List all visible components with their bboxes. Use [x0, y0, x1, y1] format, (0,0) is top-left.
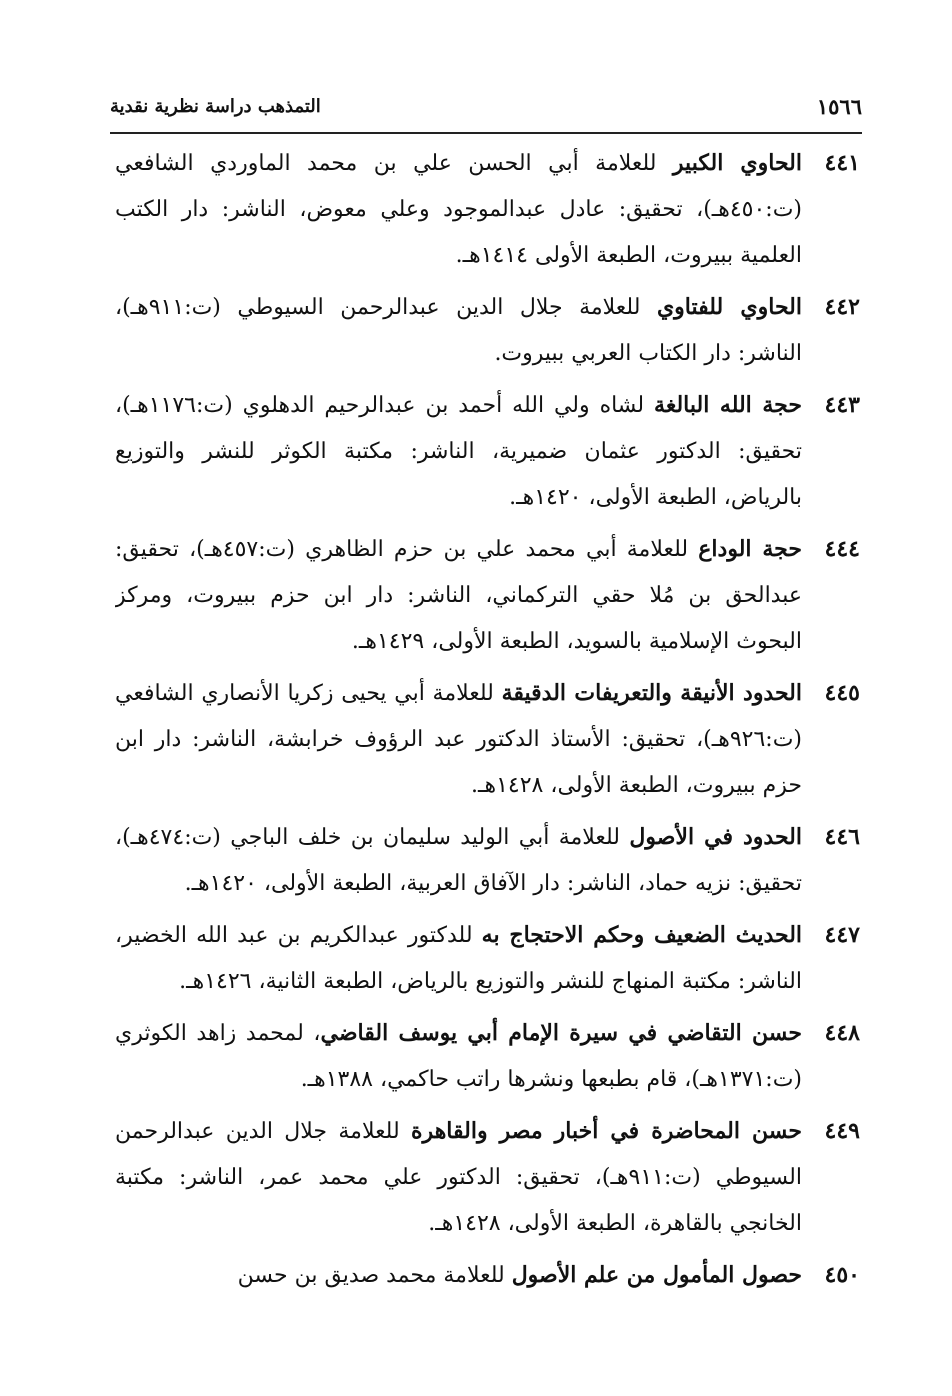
bibliography-entry — [115, 382, 860, 521]
page-header — [110, 94, 862, 128]
entry-title: الحاوي الكبير — [672, 150, 802, 176]
entry-title: الحاوي للفتاوي — [656, 294, 802, 320]
entry-title: الحدود الأنيقة والتعريفات الدقيقة — [501, 680, 803, 706]
entry-number: ٤٤٥ — [824, 680, 860, 706]
entry-text: للعلامة محمد صديق بن حسن — [237, 1263, 512, 1288]
entry-title: الحديث الضعيف وحكم الاحتجاج به — [481, 922, 803, 948]
entry-number: ٤٤٣ — [824, 392, 860, 418]
bibliography-entry — [115, 1010, 860, 1103]
bibliography-entry — [115, 912, 860, 1005]
bibliography-entry — [115, 284, 860, 377]
entry-title: حسن المحاضرة في أخبار مصر والقاهرة — [411, 1118, 802, 1144]
entry-number: ٤٤٩ — [824, 1118, 860, 1144]
entry-text: للعلامة أبي الحسن علي بن محمد الماوردي الشافعي (ت:٤٥٠هـ)، تحقيق: عادل عبدالموجود وعلي معوض، الناشر: دار الكتب العلمية ببيروت، الطبعة الأولى ١٤١٤هـ. — [115, 151, 802, 268]
entry-title: حجة الله البالغة — [654, 392, 802, 418]
bibliography-entry — [115, 526, 860, 665]
entry-text: للعلامة جلال الدين عبدالرحمن السيوطي (ت:٩١١هـ)، الناشر: دار الكتاب العربي ببيروت. — [115, 295, 802, 366]
entry-text: للعلامة أبي يحيى زكريا الأنصاري الشافعي (ت:٩٢٦هـ)، تحقيق: الأستاذ الدكتور عبد الرؤوف خرابشة، الناشر: دار ابن حزم ببيروت، الطبعة الأولى، ١٤٢٨هـ. — [115, 681, 802, 798]
entry-number: ٤٥٠ — [824, 1262, 860, 1288]
bibliography-entry — [115, 1108, 860, 1247]
bibliography-entry — [115, 1252, 860, 1299]
entry-text: للعلامة أبي محمد علي بن حزم الظاهري (ت:٤٥٧هـ)، تحقيق: عبدالحق بن مُلا حقي التركماني، الناشر: دار ابن حزم ببيروت، ومركز البحوث الإسلامية بالسويد، الطبعة الأولى، ١٤٢٩هـ. — [115, 537, 802, 654]
entry-text: للعلامة جلال الدين عبدالرحمن السيوطي (ت:٩١١هـ)، تحقيق: الدكتور علي محمد عمر، الناشر: مكتبة الخانجي بالقاهرة، الطبعة الأولى، ١٤٢٨هـ. — [115, 1119, 802, 1236]
bibliography-entry — [115, 814, 860, 907]
entry-text: للعلامة أبي الوليد سليمان بن خلف الباجي (ت:٤٧٤هـ)، تحقيق: نزيه حماد، الناشر: دار الآفاق العربية، الطبعة الأولى، ١٤٢٠هـ. — [115, 825, 802, 896]
entry-title: حصول المأمول من علم الأصول — [511, 1262, 802, 1288]
entry-title: حجة الوداع — [698, 536, 802, 562]
entry-number: ٤٤١ — [824, 150, 860, 176]
bibliography-entry — [115, 140, 860, 279]
entry-number: ٤٤٨ — [824, 1020, 860, 1046]
entry-text: للدكتور عبدالكريم بن عبد الله الخضير، الناشر: مكتبة المنهاج للنشر والتوزيع بالرياض، الطبعة الثانية، ١٤٢٦هـ. — [115, 923, 802, 994]
entry-number: ٤٤٤ — [824, 536, 860, 562]
entry-title: الحدود في الأصول — [629, 824, 802, 850]
bibliography-list — [115, 140, 860, 1355]
page-number: ١٥٦٦ — [816, 94, 862, 119]
entry-number: ٤٤٦ — [824, 824, 860, 850]
entry-number: ٤٤٢ — [824, 294, 860, 320]
entry-title: حسن التقاضي في سيرة الإمام أبي يوسف القاضي — [320, 1020, 802, 1046]
header-rule — [110, 132, 862, 134]
bibliography-entry — [115, 670, 860, 809]
entry-text: ، لمحمد زاهد الكوثري (ت:١٣٧١هـ)، قام بطبعها ونشرها راتب حاكمي، ١٣٨٨هـ. — [115, 1021, 802, 1092]
running-title: التمذهب دراسة نظرية نقدية — [110, 96, 321, 117]
entry-text: لشاه ولي الله أحمد بن عبدالرحيم الدهلوي (ت:١١٧٦هـ)، تحقيق: الدكتور عثمان ضميرية، الناشر: مكتبة الكوثر للنشر والتوزيع بالرياض، الطبعة الأولى، ١٤٢٠هـ. — [115, 393, 802, 510]
entry-number: ٤٤٧ — [824, 922, 860, 948]
